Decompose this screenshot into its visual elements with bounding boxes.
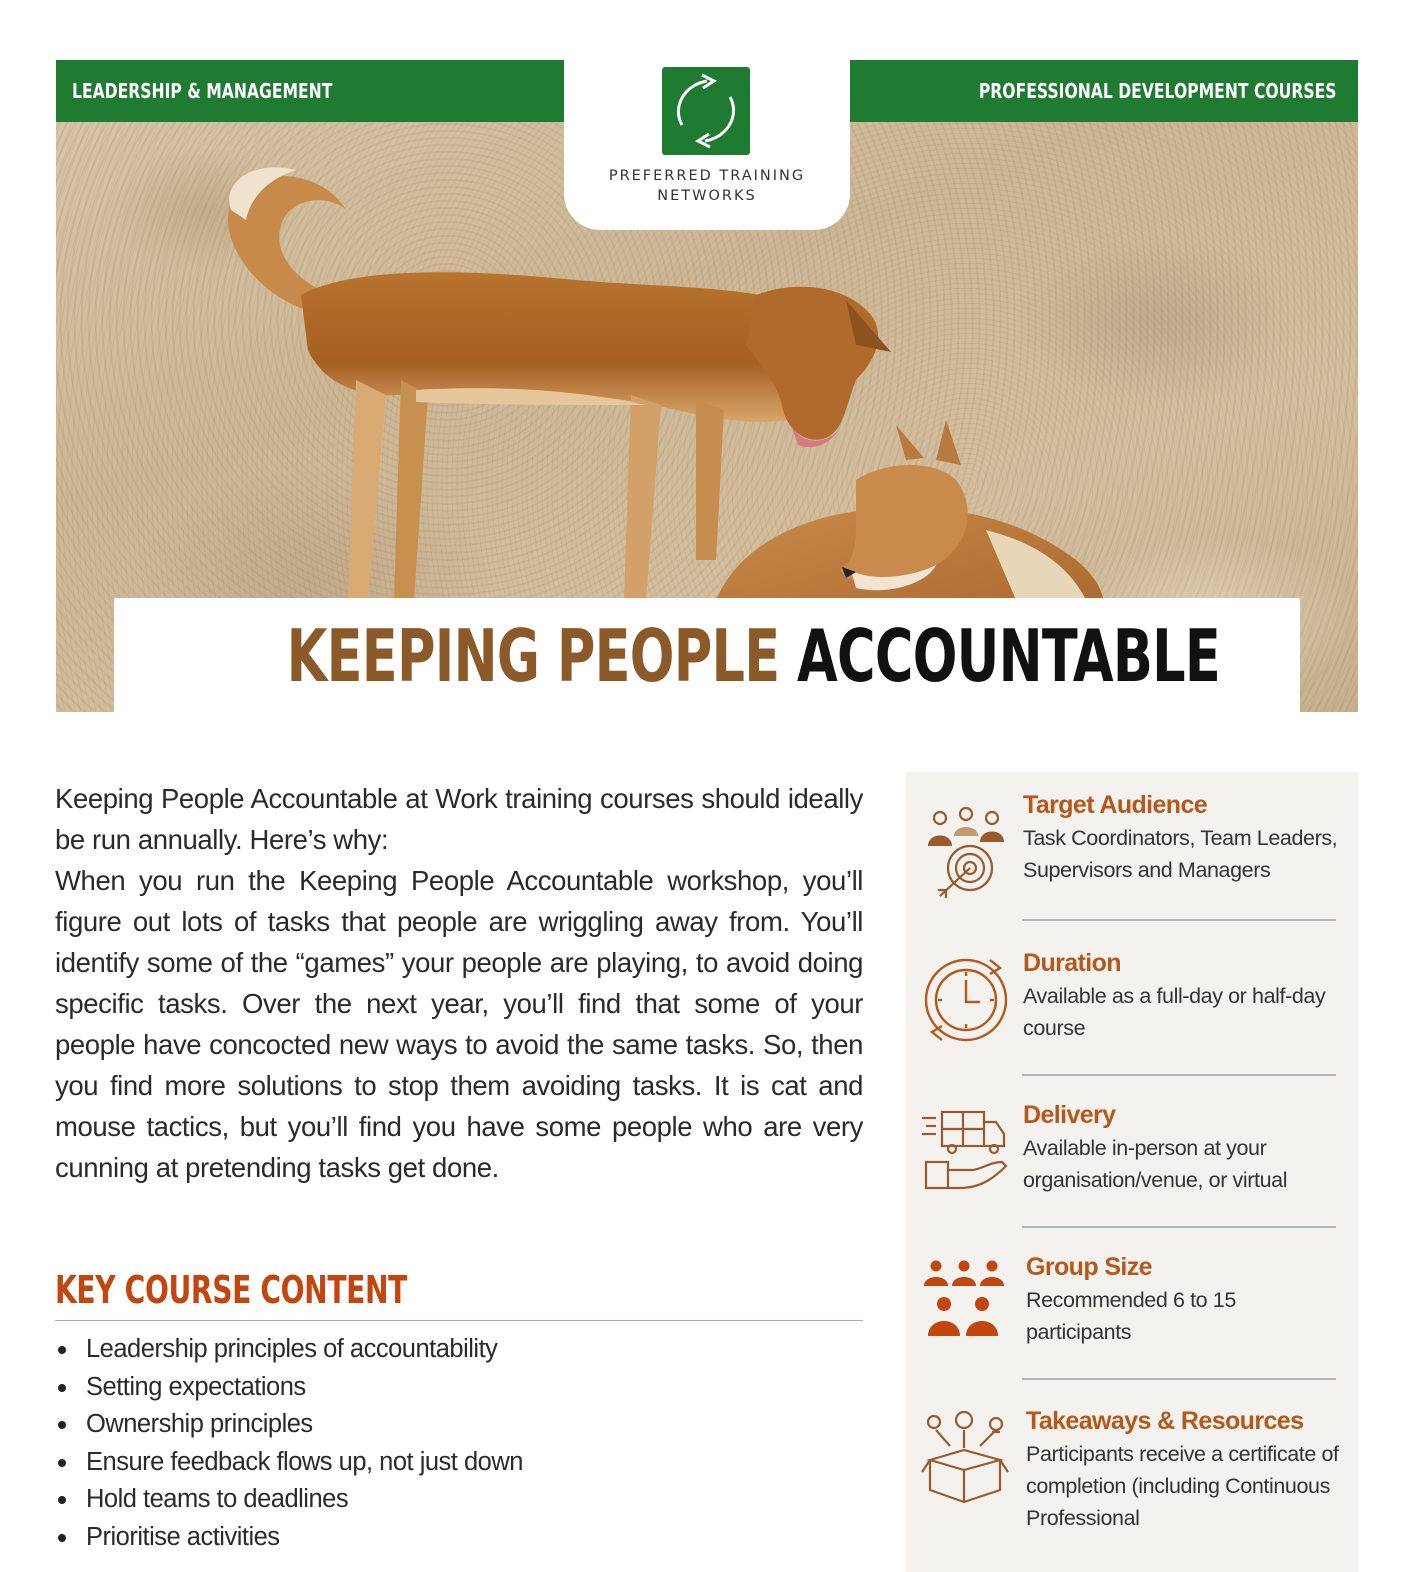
divider: [1022, 1378, 1336, 1380]
course-title-box: [114, 598, 1300, 712]
divider: [55, 1320, 863, 1321]
info-title: Delivery: [1023, 1101, 1116, 1129]
course-title: [287, 616, 1220, 696]
info-text: [1023, 790, 1341, 886]
info-title: Group Size: [1026, 1253, 1152, 1281]
info-description: Recommended 6 to 15 participants: [1026, 1288, 1236, 1344]
info-description: Available in-person at your organisation/venue, or virtual: [1023, 1136, 1288, 1192]
info-description: Participants receive a certificate of completion (including Continuous Professional: [1026, 1442, 1339, 1530]
clock-icon: [920, 950, 1012, 1046]
list-item: Ownership principles: [55, 1406, 863, 1444]
logo-text: PREFERRED TRAINING NETWORKS: [608, 168, 806, 204]
divider: [1022, 1226, 1336, 1228]
info-title: Takeaways & Resources: [1026, 1407, 1304, 1435]
info-text: [1026, 1252, 1344, 1348]
group-icon: [920, 1258, 1012, 1354]
resources-box-icon: [920, 1410, 1012, 1506]
course-info-sidebar: [906, 772, 1358, 1572]
divider: [1022, 919, 1336, 921]
info-title: Target Audience: [1023, 791, 1208, 819]
list-item: Leadership principles of accountability: [55, 1331, 863, 1369]
program-tag: PROFESSIONAL DEVELOPMENT COURSES: [978, 79, 1336, 103]
list-item: Ensure feedback flows up, not just down: [55, 1444, 863, 1482]
hero-banner: [56, 60, 1358, 712]
program-tag-bar: [850, 60, 1358, 122]
logo[interactable]: [564, 60, 850, 230]
info-title: Duration: [1023, 949, 1121, 977]
category-tag-bar: [56, 60, 564, 122]
list-item: Prioritise activities: [55, 1519, 863, 1557]
delivery-truck-icon: [920, 1104, 1012, 1200]
info-description: Task Coordinators, Team Leaders, Supervisors and Managers: [1023, 826, 1338, 882]
key-content-heading: KEY COURSE CONTENT: [55, 1268, 407, 1312]
logo-arrows-icon: [662, 67, 750, 155]
list-item: Setting expectations: [55, 1369, 863, 1407]
intro-paragraph-2: When you run the Keeping People Accountable workshop, you’ll figure out lots of tasks that people are wriggling away from. You’ll identify some of the “games” your people are playing, to avoid doing specific tasks. Over the next year, you’ll find that some of your people have concocted new ways to avoid the same tasks. So, then you find more solutions to stop them avoiding tasks. It is cat and mouse tactics, but you’ll find you have some people who are very cunning at pretending tasks get done.: [55, 865, 863, 1183]
info-text: [1026, 1406, 1344, 1534]
title-part-1: KEEPING PEOPLE: [286, 614, 780, 698]
info-description: Available as a full-day or half-day course: [1023, 984, 1326, 1040]
intro-paragraph-1: Keeping People Accountable at Work training courses should ideally be run annually. Here’s why:: [55, 783, 863, 855]
audience-target-icon: [920, 806, 1012, 902]
lying-dingo: [716, 420, 1106, 620]
title-part-2: ACCOUNTABLE: [797, 614, 1221, 698]
key-content-list: [55, 1331, 863, 1556]
info-text: [1023, 1100, 1341, 1196]
category-tag: LEADERSHIP & MANAGEMENT: [72, 79, 333, 103]
divider: [1022, 1074, 1336, 1076]
list-item: Hold teams to deadlines: [55, 1481, 863, 1519]
info-text: [1023, 948, 1341, 1044]
intro-text: [55, 778, 863, 1188]
